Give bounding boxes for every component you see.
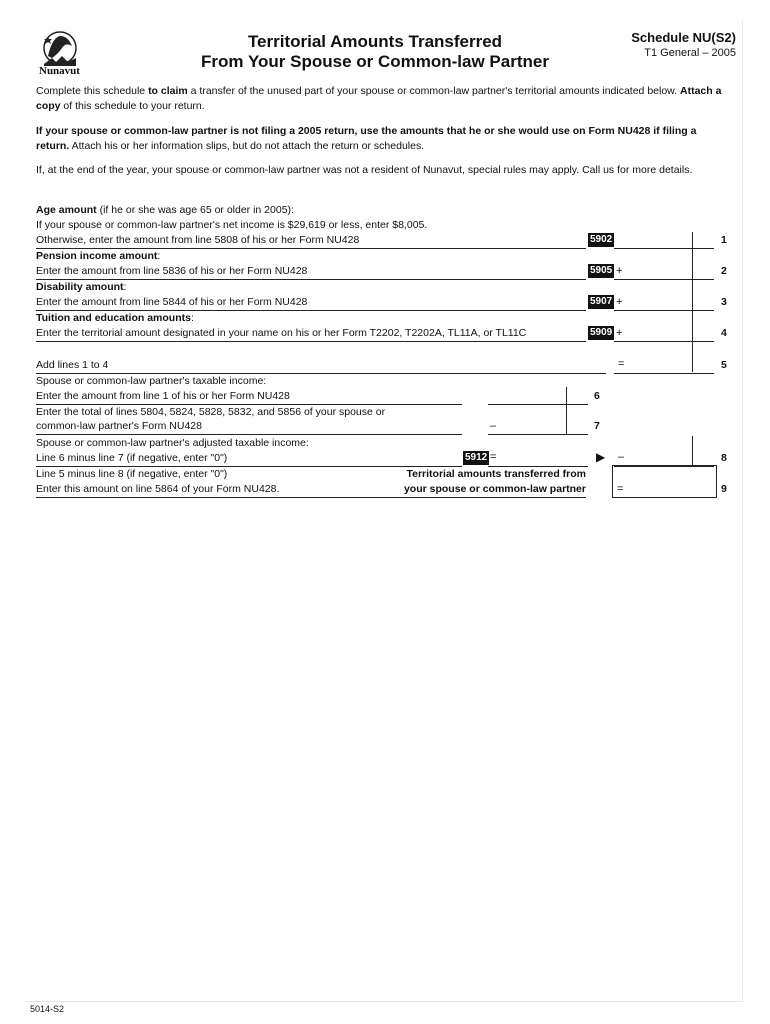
line1-code: 5902	[590, 234, 613, 245]
intro-bold: to claim	[148, 85, 188, 97]
line2-plus: +	[616, 265, 623, 277]
line3-underline	[36, 310, 586, 311]
line8-underline	[36, 466, 462, 467]
amount-column-divider	[692, 436, 693, 466]
line6-number: 6	[594, 390, 600, 402]
line2-heading	[36, 250, 160, 263]
line8-number: 8	[721, 452, 727, 464]
line4-amount-underline[interactable]	[614, 341, 714, 342]
line1-underline	[36, 248, 586, 249]
line8-code: 5912	[465, 452, 488, 463]
line1-text-b: Otherwise, enter the amount from line 5808 of his or her Form NU428	[36, 234, 360, 246]
line7-number: 7	[594, 420, 600, 432]
line1-head-bold: Age amount	[36, 204, 97, 216]
line3-colon: :	[123, 281, 127, 293]
amount-column-divider	[692, 232, 693, 372]
line7-underline	[36, 434, 462, 435]
line3-plus: +	[616, 296, 623, 308]
line1-number: 1	[721, 234, 727, 246]
line4-underline	[36, 341, 586, 342]
intro-text: Attach his or her information slips, but do not attach the return or schedules.	[69, 140, 425, 152]
line4-number: 4	[721, 327, 727, 339]
logo-text: Nunavut	[39, 65, 80, 77]
line7-text-b: common-law partner's Form NU428	[36, 420, 202, 432]
line6-text: Enter the amount from line 1 of his or her Form NU428	[36, 390, 290, 402]
intro-text: of this schedule to your return.	[60, 100, 205, 112]
line1-text-a: If your spouse or common-law partner's net income is $29,619 or less, enter $8,005.	[36, 219, 428, 231]
title-line-2: From Your Spouse or Common-law Partner	[201, 52, 549, 71]
form-subtitle: T1 General – 2005	[644, 47, 736, 59]
mid-column-divider	[566, 387, 567, 435]
line2-colon: :	[157, 250, 161, 262]
line5-number: 5	[721, 359, 727, 371]
intro-paragraph-2	[36, 124, 726, 154]
line1-amount-underline[interactable]	[614, 248, 714, 249]
line3-head-bold: Disability amount	[36, 281, 124, 293]
intro-bold: Attach a copy	[36, 85, 722, 112]
line8-heading: Spouse or common-law partner's adjusted taxable income:	[36, 437, 309, 449]
line4-colon: :	[190, 312, 194, 324]
line8-equals: =	[490, 451, 497, 463]
form-code: 5014-S2	[30, 1004, 65, 1014]
line3-heading	[36, 281, 126, 294]
line4-text: Enter the territorial amount designated in your name on his or her Form T2202, T2202A, TL11A, or TL11C	[36, 327, 527, 339]
line2-code: 5905	[590, 265, 613, 276]
line6-heading: Spouse or common-law partner's taxable income:	[36, 375, 267, 387]
line8-minus: –	[618, 451, 625, 463]
intro-bold: If your spouse or common-law partner is not filing a 2005 return, use the amounts that he or she would use on Form NU428 if filing a return.	[36, 125, 697, 152]
intro-text: a transfer of the unused part of your spouse or common-law partner's territorial amounts indicated below.	[187, 85, 681, 97]
line9-underline	[36, 497, 586, 498]
line9-number: 9	[721, 483, 727, 495]
line5-text: Add lines 1 to 4	[36, 359, 109, 371]
line7-minus: –	[490, 420, 497, 432]
schedule-label: Schedule NU(S2)	[631, 30, 736, 45]
intro-paragraph-3: If, at the end of the year, your spouse or common-law partner was not a resident of Nunavut, special rules may apply. Call us for more details.	[36, 164, 693, 176]
line5-amount-underline[interactable]	[614, 373, 714, 374]
line9-result-box[interactable]	[612, 465, 717, 498]
line9-text-b: Enter this amount on line 5864 of your Form NU428.	[36, 483, 280, 495]
line1-head-rest: (if he or she was age 65 or older in 2005):	[96, 204, 294, 216]
line2-amount-underline[interactable]	[614, 279, 714, 280]
page-title	[150, 32, 600, 72]
intro-text: Complete this schedule	[36, 85, 149, 97]
line4-heading	[36, 312, 194, 325]
line2-number: 2	[721, 265, 727, 277]
line2-head-bold: Pension income amount	[36, 250, 158, 262]
line4-head-bold: Tuition and education amounts	[36, 312, 191, 324]
line9-result-label-1: Territorial amounts transferred from	[406, 468, 586, 480]
line5-equals: =	[618, 358, 625, 370]
arrow-right-icon: ▶	[596, 450, 606, 464]
intro-paragraph-1	[36, 84, 726, 114]
line3-amount-underline[interactable]	[614, 310, 714, 311]
line4-plus: +	[616, 327, 623, 339]
line1-heading	[36, 204, 294, 217]
line3-code: 5907	[590, 296, 613, 307]
line9-result-label-2: your spouse or common-law partner	[403, 483, 586, 495]
line8-text: Line 6 minus line 7 (if negative, enter "0")	[36, 452, 228, 464]
line8-amount-underline[interactable]	[488, 466, 588, 467]
line6-underline	[36, 404, 462, 405]
line4-code: 5909	[590, 327, 613, 338]
line2-underline	[36, 279, 586, 280]
line6-amount-underline[interactable]	[488, 404, 588, 405]
line3-text: Enter the amount from line 5844 of his or her Form NU428	[36, 296, 308, 308]
line2-text: Enter the amount from line 5836 of his or her Form NU428	[36, 265, 308, 277]
line7-amount-underline[interactable]	[488, 434, 588, 435]
line3-number: 3	[721, 296, 727, 308]
title-line-1: Territorial Amounts Transferred	[247, 32, 503, 51]
line9-equals: =	[617, 483, 624, 495]
line7-text-a: Enter the total of lines 5804, 5824, 5828, 5832, and 5856 of your spouse or	[36, 406, 386, 418]
line5-underline	[36, 373, 606, 374]
line9-text-a: Line 5 minus line 8 (if negative, enter "0")	[36, 468, 228, 480]
